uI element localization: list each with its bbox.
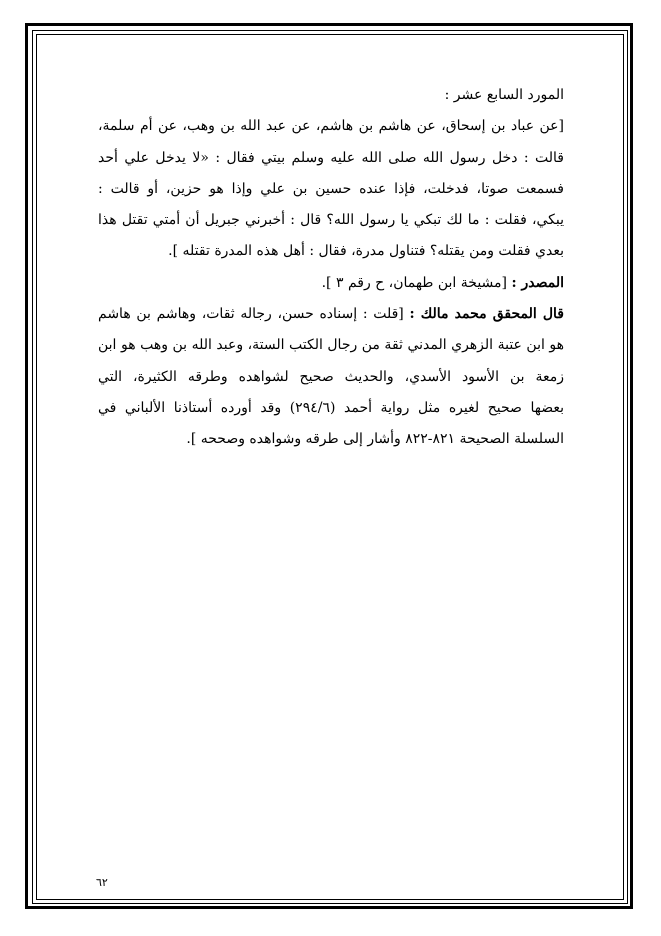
verifier-line [98,299,564,330]
verifier-first-text: [قلت : إسناده حسن، رجاله ثقات، وهاشم بن هاشم [98,306,404,323]
hadith-line: يبكي، فقلت : ما لك تبكي يا رسول الله؟ قال : أخبرني جبريل أن أمتي تقتل هذا [98,212,564,229]
hadith-line: [عن عباد بن إسحاق، عن هاشم بن هاشم، عن عبد الله بن وهب، عن أم سلمة، [98,118,564,135]
verifier-line: هو ابن عتبة الزهري المدني ثقة من رجال الكتب الستة، وعبد الله بن وهب هو ابن [98,337,564,354]
section-heading: المورد السابع عشر : [444,87,564,103]
hadith-line: بعدي فقلت ومن يقتله؟ فتناول مدرة، فقال : أهل هذه المدرة تقتله ]. [168,243,564,260]
verifier-label: قال المحقق محمد مالك : [409,306,564,323]
hadith-line: قالت : دخل رسول الله صلى الله عليه وسلم بيتي فقال : «لا يدخل علي أحد [98,149,564,166]
verifier-line: زمعة بن الأسود الأسدي، والحديث صحيح لشواهده وطرقه الكثيرة، التي [98,368,564,385]
page-content [98,80,564,456]
source-text: [مشيخة ابن طهمان، ح رقم ٣ ]. [321,274,507,291]
page-number: ٦٢ [96,876,108,889]
source-line [98,268,564,299]
hadith-line: فسمعت صوتا، فدخلت، فإذا عنده حسين بن علي وإذا هو حزين، أو قالت : [98,180,564,197]
source-label: المصدر : [511,274,564,291]
verifier-line: بعضها صحيح لغيره مثل رواية أحمد (٢٩٤/٦) وقد أورده أستاذنا الألباني في [98,399,564,416]
verifier-line: السلسلة الصحيحة ٨٢١-٨٢٢ وأشار إلى طرقه وشواهده وصححه ]. [186,431,564,448]
